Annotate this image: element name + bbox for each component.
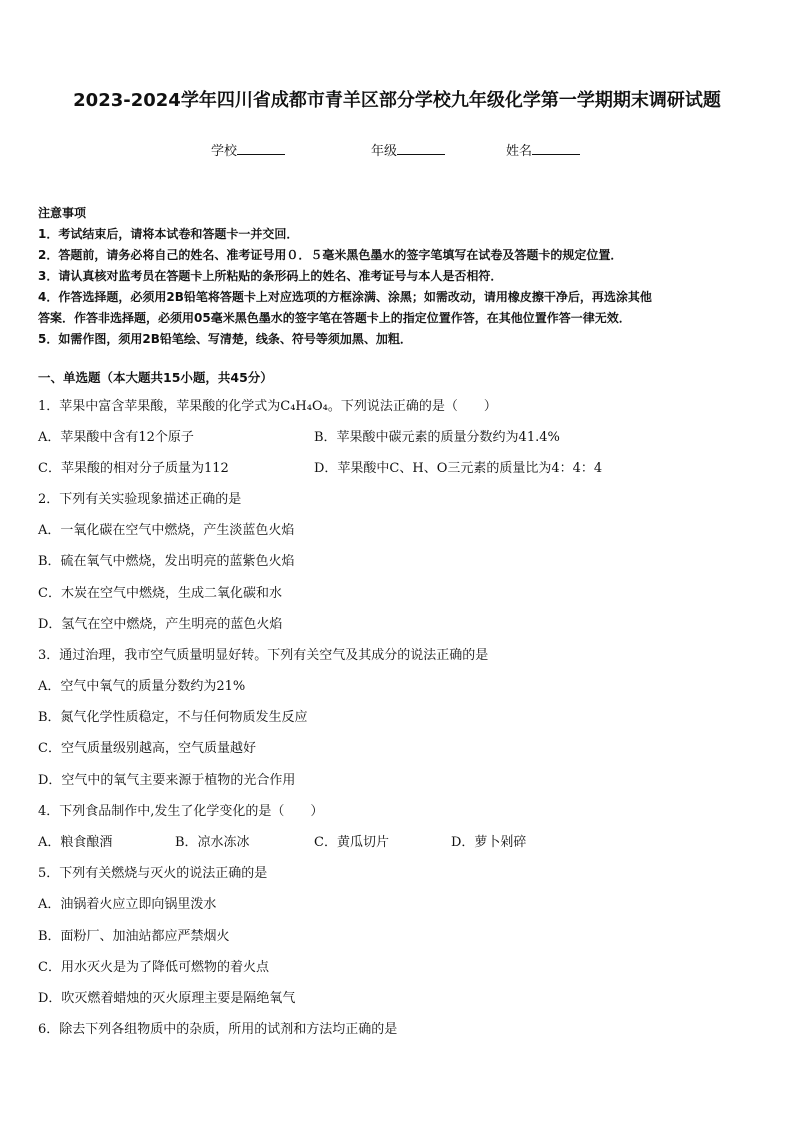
option-a: A．空气中氧气的质量分数约为21% [38, 679, 246, 694]
notes-item: 答案．作答非选择题，必须用05毫米黑色墨水的签字笔在答题卡上的指定位置作答，在其他位置作答一律无效． [38, 311, 631, 325]
option-c: C．黄瓜切片 [314, 835, 389, 850]
grade-field [371, 140, 445, 159]
question-stem: 6．除去下列各组物质中的杂质，所用的试剂和方法均正确的是 [38, 1022, 398, 1037]
notes-block [38, 203, 763, 350]
option-c: C．空气质量级别越高，空气质量越好 [38, 741, 256, 756]
option-b: B．硫在氧气中燃烧，发出明亮的蓝紫色火焰 [38, 554, 295, 569]
school-label: 学校 [211, 144, 238, 159]
name-label: 姓名 [506, 144, 533, 159]
question-stem: 4．下列食品制作中,发生了化学变化的是（ ） [38, 804, 324, 819]
option-b: B．面粉厂、加油站都应严禁烟火 [38, 929, 230, 944]
option-a: A．一氧化碳在空气中燃烧，产生淡蓝色火焰 [38, 523, 295, 538]
option-a: A．油锅着火应立即向锅里泼水 [38, 897, 217, 912]
option-d: D．氢气在空中燃烧，产生明亮的蓝色火焰 [38, 617, 283, 632]
option-b: B．凉水冻冰 [175, 835, 250, 850]
option-a: A．粮食酿酒 [38, 835, 113, 850]
notes-item: 1．考试结束后，请将本试卷和答题卡一并交回． [38, 227, 299, 241]
option-d: D．萝卜剁碎 [451, 835, 527, 850]
option-c: C．苹果酸的相对分子质量为112 [38, 461, 229, 476]
option-d: D．空气中的氧气主要来源于植物的光合作用 [38, 773, 296, 788]
option-d: D．吹灭燃着蜡烛的灭火原理主要是隔绝氧气 [38, 991, 296, 1006]
question-stem: 2．下列有关实验现象描述正确的是 [38, 492, 242, 507]
grade-label: 年级 [371, 144, 398, 159]
notes-item: 5．如需作图，须用2B铅笔绘、写清楚，线条、符号等须加黑、加粗． [38, 332, 412, 346]
question-stem: 5．下列有关燃烧与灭火的说法正确的是 [38, 866, 268, 881]
option-a: A．苹果酸中含有12个原子 [38, 430, 194, 445]
option-c: C．木炭在空气中燃烧，生成二氧化碳和水 [38, 586, 282, 601]
notes-item: 4．作答选择题，必须用2B铅笔将答题卡上对应选项的方框涂满、涂黑；如需改动，请用橡皮擦干净后，再选涂其他 [38, 290, 652, 304]
notes-item: 2．答题前，请务必将自己的姓名、准考证号用０．５毫米黑色墨水的签字笔填写在试卷及答题卡的规定位置． [38, 248, 623, 262]
notes-heading: 注意事项 [38, 206, 87, 220]
section-heading: 一、单选题（本大题共15小题，共45分） [38, 370, 273, 385]
notes-item: 3．请认真核对监考员在答题卡上所粘贴的条形码上的姓名、准考证号与本人是否相符． [38, 269, 503, 283]
school-field [211, 140, 285, 159]
grade-blank [397, 142, 445, 155]
question-stem: 3．通过治理，我市空气质量明显好转。下列有关空气及其成分的说法正确的是 [38, 648, 489, 663]
question-stem: 1．苹果中富含苹果酸，苹果酸的化学式为C₄H₄O₄。下列说法正确的是（ ） [38, 399, 497, 414]
name-field [506, 140, 580, 159]
school-blank [237, 142, 285, 155]
exam-title: 2023-2024学年四川省成都市青羊区部分学校九年级化学第一学期期末调研试题 [73, 90, 721, 111]
option-c: C．用水灭火是为了降低可燃物的着火点 [38, 960, 269, 975]
option-d: D．苹果酸中C、H、O三元素的质量比为4：4：4 [314, 461, 603, 476]
option-b: B．苹果酸中碳元素的质量分数约为41.4% [314, 430, 560, 445]
name-blank [532, 142, 580, 155]
option-b: B．氮气化学性质稳定，不与任何物质发生反应 [38, 710, 308, 725]
